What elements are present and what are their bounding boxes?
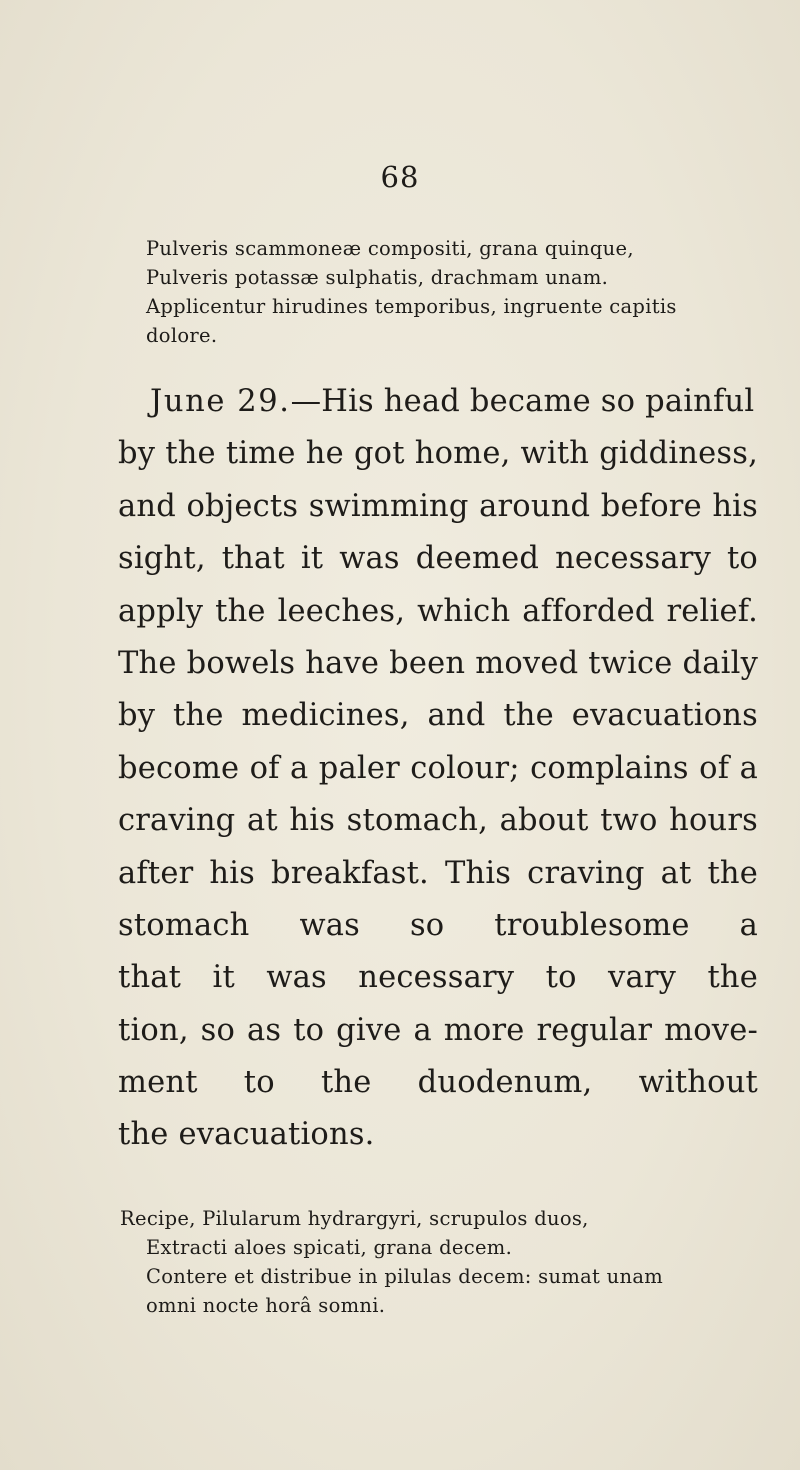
entry-line: the evacuations. (118, 1117, 375, 1153)
entry-line: stomach was so troublesome a (118, 907, 758, 943)
entry-line: apply the leeches, which afforded relief. (118, 593, 758, 629)
entry-line: tion, so as to give a more regular move- (118, 1012, 758, 1048)
entry-line: ment to the duodenum, without (118, 1065, 758, 1101)
prescription-line: omni nocte horâ somni. (146, 1294, 386, 1317)
prescription-line: Pulveris scammoneæ compositi, grana quinque, (146, 237, 634, 260)
prescription-line: Extracti aloes spicati, grana decem. (146, 1236, 513, 1259)
prescription-line: Contere et distribue in pilulas decem: sumat unam (146, 1265, 664, 1288)
entry-date: June 29. (150, 384, 291, 419)
prescription-top (146, 234, 677, 350)
entry-first-line (118, 376, 758, 428)
entry-line: by the time he got home, with giddiness, (118, 436, 758, 472)
entry-line: that it was necessary to vary the (118, 960, 758, 996)
entry-line: sight, that it was deemed necessary to (118, 541, 758, 577)
entry-line: craving at his stomach, about two hours (118, 803, 758, 839)
prescription-line: Recipe, Pilularum hydrargyri, scrupulos duos, (120, 1207, 589, 1230)
entry-line: by the medicines, and the evacuations (118, 698, 758, 734)
entry-line: The bowels have been moved twice daily (118, 645, 758, 681)
entry-line: after his breakfast. This craving at the (118, 855, 758, 891)
prescription-line: Pulveris potassæ sulphatis, drachmam unam. (146, 266, 609, 289)
prescription-line: dolore. (146, 324, 218, 347)
case-entry (118, 376, 758, 1162)
entry-text: —His head became so painful (290, 384, 755, 419)
prescription-line: Applicentur hirudines temporibus, ingruente capitis (146, 295, 677, 318)
prescription-bottom (120, 1204, 663, 1320)
entry-line: become of a paler colour; complains of a (118, 750, 758, 786)
page-number: 68 (380, 160, 420, 194)
entry-line: and objects swimming around before his (118, 488, 758, 524)
